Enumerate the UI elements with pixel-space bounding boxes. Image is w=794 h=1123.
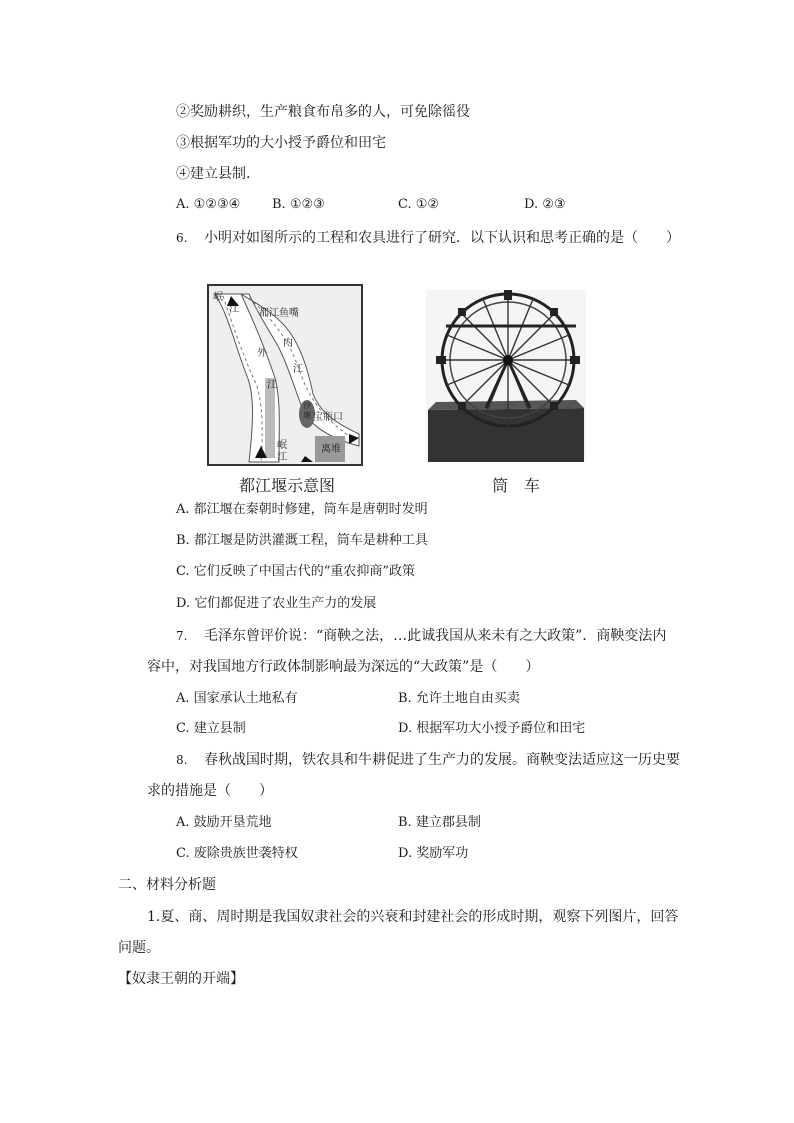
q6-option-c[interactable]: C. 它们反映了中国古代的“重农抑商”政策	[176, 564, 416, 579]
section-subtitle: 【奴隶王朝的开端】	[118, 971, 244, 987]
section-2-title: 二、材料分析题	[118, 877, 216, 893]
map-label-wai: 外	[257, 348, 267, 359]
map-label-jiang-4: 江	[277, 452, 287, 463]
q8-number: 8.	[176, 753, 188, 767]
material-q1-line-1: 1.夏、商、周时期是我国奴隶社会的兴衰和封建社会的形成时期，观察下列图片，回答	[147, 909, 679, 925]
map-label-min-1: 岷	[213, 292, 223, 303]
map-label-baoping: 宝瓶口	[313, 412, 343, 423]
q8-text-1: 春秋战国时期，铁农具和牛耕促进了生产力的发展。商鞅变法适应这一历史要	[204, 752, 680, 768]
statement-2: ②奖励耕织，生产粮食布帛多的人，可免除徭役	[176, 104, 470, 120]
q5-option-d[interactable]: D. ②③	[524, 197, 566, 212]
statement-3: ③根据军功的大小授予爵位和田宅	[176, 135, 386, 151]
q8-option-c[interactable]: C. 废除贵族世袭特权	[176, 846, 298, 861]
q7-number: 7.	[176, 629, 188, 643]
q6-option-b[interactable]: B. 都江堰是防洪灌溉工程，筒车是耕种工具	[176, 533, 428, 548]
q7-option-a[interactable]: A. 国家承认土地私有	[176, 691, 298, 706]
water-wheel-drawing	[426, 290, 586, 462]
q7-option-c[interactable]: C. 建立县制	[176, 721, 246, 736]
q6-stem	[176, 229, 680, 247]
q7-options-row-1	[176, 690, 520, 708]
statement-4: ④建立县制.	[176, 166, 251, 182]
q6-text: 小明对如图所示的工程和农具进行了研究．以下认识和思考正确的是（ ）	[204, 230, 680, 246]
map-caption: 都江堰示意图	[239, 476, 336, 495]
map-label-min-2: 岷	[277, 440, 287, 451]
q5-option-b[interactable]: B. ①②③	[272, 197, 325, 212]
q7-stem-2: 容中，对我国地方行政体制影响最为深远的“大政策”是（ ）	[147, 659, 540, 675]
q8-option-b[interactable]: B. 建立郡县制	[398, 815, 481, 830]
q7-option-d[interactable]: D. 根据军功大小授予爵位和田宅	[398, 721, 586, 736]
q6-option-d[interactable]: D. 它们都促进了农业生产力的发展	[176, 596, 377, 611]
q7-text-1: 毛泽东曾评价说：“商鞅之法，…此诚我国从来未有之大政策”．商鞅变法内	[204, 628, 667, 644]
q7-option-b[interactable]: B. 允许土地自由买卖	[398, 691, 520, 706]
q6-number: 6.	[176, 231, 188, 245]
q5-options	[176, 196, 604, 214]
dujiangyan-map-drawing	[209, 286, 361, 464]
q8-options-row-2	[176, 845, 468, 863]
q8-option-d[interactable]: D. 奖励军功	[398, 846, 469, 861]
q5-option-a[interactable]: A. ①②③④	[176, 197, 241, 212]
q8-option-a[interactable]: A. 鼓励开垦荒地	[176, 815, 272, 830]
q7-stem-1	[176, 627, 666, 645]
material-q1-line-2: 问题。	[118, 940, 160, 956]
q8-stem-2: 求的措施是（ ）	[147, 783, 273, 799]
map-label-yan: 堰	[303, 411, 311, 420]
q6-option-a[interactable]: A. 都江堰在秦朝时修建，筒车是唐朝时发明	[176, 502, 428, 517]
dujiangyan-map	[207, 284, 363, 466]
map-label-yuzui: 都江鱼嘴	[259, 308, 299, 319]
wheel-caption: 筒 车	[492, 476, 541, 495]
map-label-nei: 内	[283, 338, 293, 349]
q7-options-row-2	[176, 720, 585, 738]
map-label-jiang-3: 江	[293, 364, 303, 375]
map-label-sha: 沙	[303, 401, 311, 410]
q8-stem-1	[176, 751, 680, 769]
q8-options-row-1	[176, 814, 481, 832]
map-label-jiang-1: 江	[229, 304, 239, 315]
map-label-lidui: 离堆	[321, 444, 341, 455]
q5-option-c[interactable]: C. ①②	[398, 197, 440, 212]
map-label-jiang-2: 江	[267, 380, 277, 391]
water-wheel-figure	[426, 290, 586, 462]
